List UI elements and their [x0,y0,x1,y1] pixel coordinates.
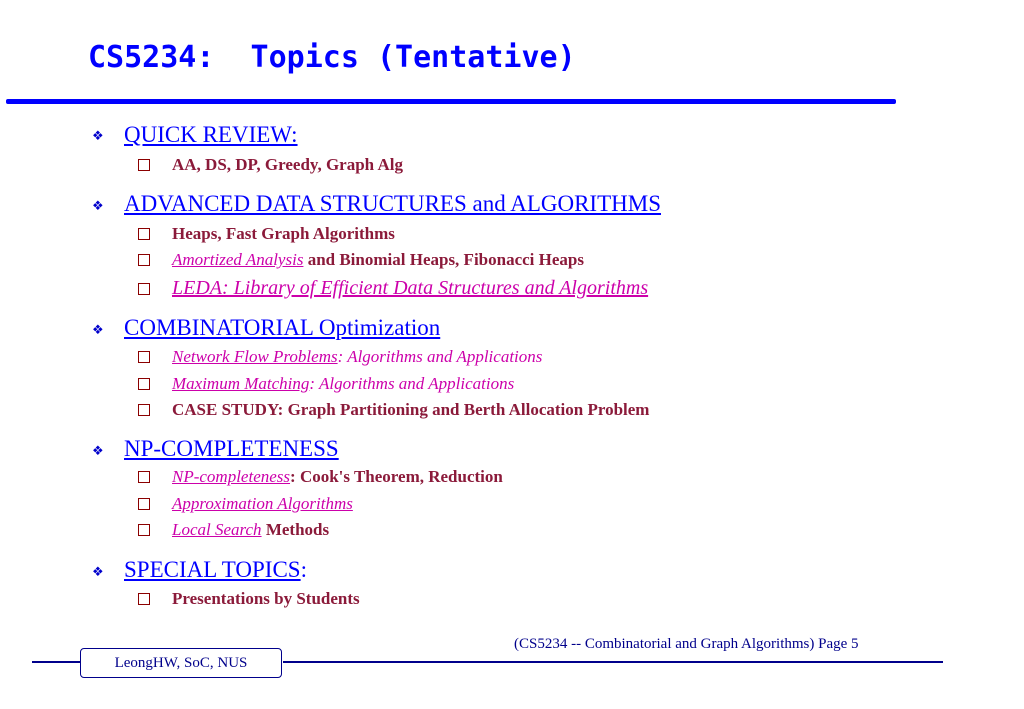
topic-link[interactable]: LEDA: Library of Efficient Data Structures and Algorithms [172,277,649,299]
square-bullet-icon [138,471,150,483]
diamond-bullet-icon: ❖ [92,322,104,337]
square-bullet-icon [138,378,150,390]
slide-title: CS5234: Topics (Tentative) [88,40,576,75]
section-title[interactable]: ADVANCED DATA STRUCTURES and ALGORITHMS [124,191,661,216]
topic-link[interactable]: Maximum Matching [172,374,310,393]
square-bullet-icon [138,159,150,171]
square-bullet-icon [138,404,150,416]
topic-link[interactable]: Approximation Algorithms [172,494,353,513]
square-bullet-icon [138,254,150,266]
square-bullet-icon [138,498,150,510]
topic-link[interactable]: Amortized Analysis [172,250,304,269]
square-bullet-icon [138,524,150,536]
section-title[interactable]: QUICK REVIEW: [124,122,298,147]
diamond-bullet-icon: ❖ [92,564,104,579]
square-bullet-icon [138,228,150,240]
square-bullet-icon [138,593,150,605]
section-title[interactable]: COMBINATORIAL Optimization [124,315,441,340]
diamond-bullet-icon: ❖ [92,443,104,458]
topic-link[interactable]: Local Search [172,520,262,539]
diamond-bullet-icon: ❖ [92,198,104,213]
diamond-bullet-icon: ❖ [92,128,104,143]
footer-divider [283,661,943,663]
square-bullet-icon [138,351,150,363]
footer-author-box: LeongHW, SoC, NUS [80,648,282,678]
footer-course-page: (CS5234 -- Combinatorial and Graph Algorithms) Page 5 [514,636,859,652]
square-bullet-icon [138,283,150,295]
topic-list: ❖ QUICK REVIEW: AA, DS, DP, Greedy, Graph Alg ❖ ADVANCED DATA STRUCTURES and ALGORITHMS Heaps, Fast Graph Algorithms Amortized Analysis and Binomial Heaps, Fibonacci Heaps LEDA: Library of Efficient Data Structures and Algorithms ❖ COMBINATORIAL Optimization Network Flow Problems: Algorithms and Applications Maximum Matching: Algorithms and Applications CASE STUDY: Graph Partitioning and Berth Allocation Problem ❖ NP-COMPLETENESS NP-completeness: Cook's Theorem, Reduction Approximation Algorithms Local Search Methods ❖ SPECIAL TOPICS: Presentations by Students [92,122,661,608]
topic-link[interactable]: Network Flow Problems [172,347,338,366]
topic-link[interactable]: NP-completeness [172,467,291,486]
section-title[interactable]: SPECIAL TOPICS: [124,557,307,582]
footer-divider [32,661,82,663]
section-title[interactable]: NP-COMPLETENESS [124,436,339,461]
